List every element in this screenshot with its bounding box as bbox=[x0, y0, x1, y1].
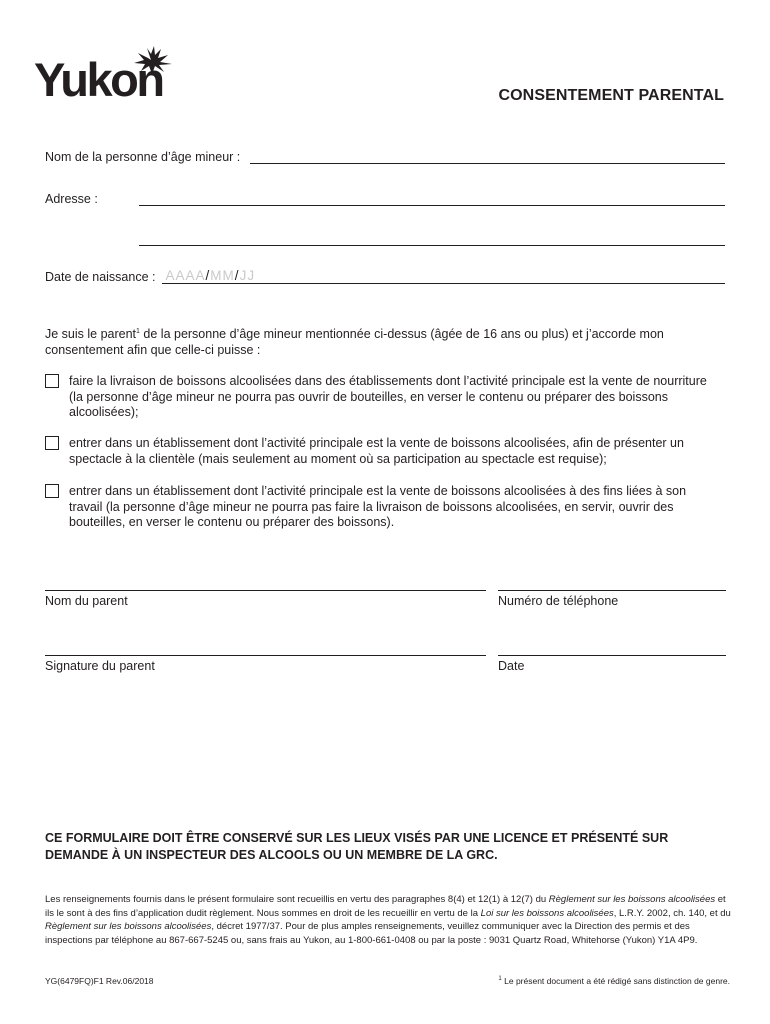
address-row bbox=[45, 192, 725, 206]
form-code: YG(6479FQ)F1 Rev.06/2018 bbox=[45, 976, 154, 986]
regulation-title: Règlement sur les boissons alcoolisées bbox=[548, 894, 716, 905]
privacy-statement bbox=[45, 893, 732, 947]
month-placeholder: MM bbox=[210, 268, 235, 283]
option-work bbox=[45, 484, 720, 531]
privacy-text: , L.R.Y. 2002, ch. 140, et du bbox=[613, 907, 731, 919]
page-title: CONSENTEMENT PARENTAL bbox=[498, 87, 724, 104]
option-delivery-checkbox[interactable] bbox=[45, 374, 59, 388]
address-label: Adresse : bbox=[45, 192, 98, 206]
privacy-text: et ils le sont à des fins d’application dudit règlement. Nous sommes en droit de les recueillir en vertu de la bbox=[45, 894, 726, 919]
yukon-logo bbox=[34, 46, 174, 108]
parent-name-line[interactable] bbox=[45, 590, 486, 591]
intro-text: Je suis le parent bbox=[45, 327, 137, 341]
consent-intro bbox=[45, 326, 720, 358]
birthdate-label: Date de naissance : bbox=[45, 270, 156, 284]
parent-signature-label: Signature du parent bbox=[45, 659, 155, 673]
privacy-text: Les renseignements fournis dans le présent formulaire sont recueillis en vertu des paragraphes 8(4) et 12(1) à 12(7) du bbox=[45, 894, 549, 905]
minor-name-field[interactable] bbox=[250, 150, 725, 164]
logo-wordmark: Yukon bbox=[34, 53, 163, 106]
option-delivery bbox=[45, 374, 720, 421]
date-separator: / bbox=[234, 268, 240, 283]
phone-line[interactable] bbox=[498, 590, 726, 591]
regulation-title: Règlement sur les boissons alcoolisées bbox=[45, 921, 212, 932]
option-work-text: entrer dans un établissement dont l’activité principale est la vente de boissons alcoolisées à des fins liées à son travail (la personne d’âge mineur ne pourra pas faire la livraison de boissons alcoolisées, en servir, ouvrir des bouteilles, en verser le contenu ou préparer des boissons). bbox=[69, 484, 687, 529]
footnote-text: Le présent document a été rédigé sans distinction de genre. bbox=[501, 976, 730, 986]
day-placeholder: JJ bbox=[239, 268, 256, 283]
minor-name-row bbox=[45, 150, 725, 164]
act-title: Loi sur les boissons alcoolisées bbox=[480, 907, 614, 919]
option-performance-text: entrer dans un établissement dont l’activité principale est la vente de boissons alcoolisées, afin de présenter un spectacle à la clientèle (mais seulement au moment où sa participation au spectacle est requise); bbox=[69, 436, 684, 466]
parent-name-label: Nom du parent bbox=[45, 594, 128, 608]
birthdate-placeholder bbox=[166, 268, 256, 283]
option-performance bbox=[45, 436, 720, 467]
address-field-line1[interactable] bbox=[139, 192, 725, 206]
option-work-checkbox[interactable] bbox=[45, 484, 59, 498]
date-label: Date bbox=[498, 659, 525, 673]
address-row-2 bbox=[139, 232, 725, 246]
intro-text-cont: de la personne d’âge mineur mentionnée ci-dessus (âgée de 16 ans ou plus) et j’accorde mon consentement afin que celle-ci puisse : bbox=[45, 327, 664, 357]
option-delivery-text: faire la livraison de boissons alcoolisées dans des établissements dont l’activité principale est la vente de nourriture (la personne d’âge mineur ne pourra pas ouvrir de bouteilles, en verser le contenu ou préparer des boissons alcoolisées); bbox=[69, 374, 707, 419]
privacy-text: , décret 1977/37. Pour de plus amples renseignements, veuillez communiquer avec la Direction des permis et des inspections par téléphone au 867-667-5245 ou, sans frais au Yukon, au 1-800-661-0408 ou par la poste : 9031 Quartz Road, Whitehorse (Yukon) Y1A 4P9. bbox=[45, 921, 698, 946]
birthdate-field[interactable] bbox=[162, 270, 726, 284]
legal-notice: CE FORMULAIRE DOIT ÊTRE CONSERVÉ SUR LES LIEUX VISÉS PAR UNE LICENCE ET PRÉSENTÉ SUR DEMANDE À UN INSPECTEUR DES ALCOOLS OU UN MEMBRE DE LA GRC. bbox=[45, 831, 669, 862]
minor-name-label: Nom de la personne d’âge mineur : bbox=[45, 150, 241, 164]
address-field-line2[interactable] bbox=[139, 232, 725, 246]
footnote-marker: 1 bbox=[136, 327, 140, 335]
footnote-number: 1 bbox=[498, 976, 502, 983]
phone-label: Numéro de téléphone bbox=[498, 594, 619, 608]
birthdate-row bbox=[45, 270, 725, 284]
year-placeholder: AAAA bbox=[165, 268, 206, 283]
date-separator: / bbox=[205, 268, 211, 283]
option-performance-checkbox[interactable] bbox=[45, 436, 59, 450]
parent-signature-line[interactable] bbox=[45, 655, 486, 656]
footnote bbox=[498, 976, 730, 986]
date-line[interactable] bbox=[498, 655, 726, 656]
